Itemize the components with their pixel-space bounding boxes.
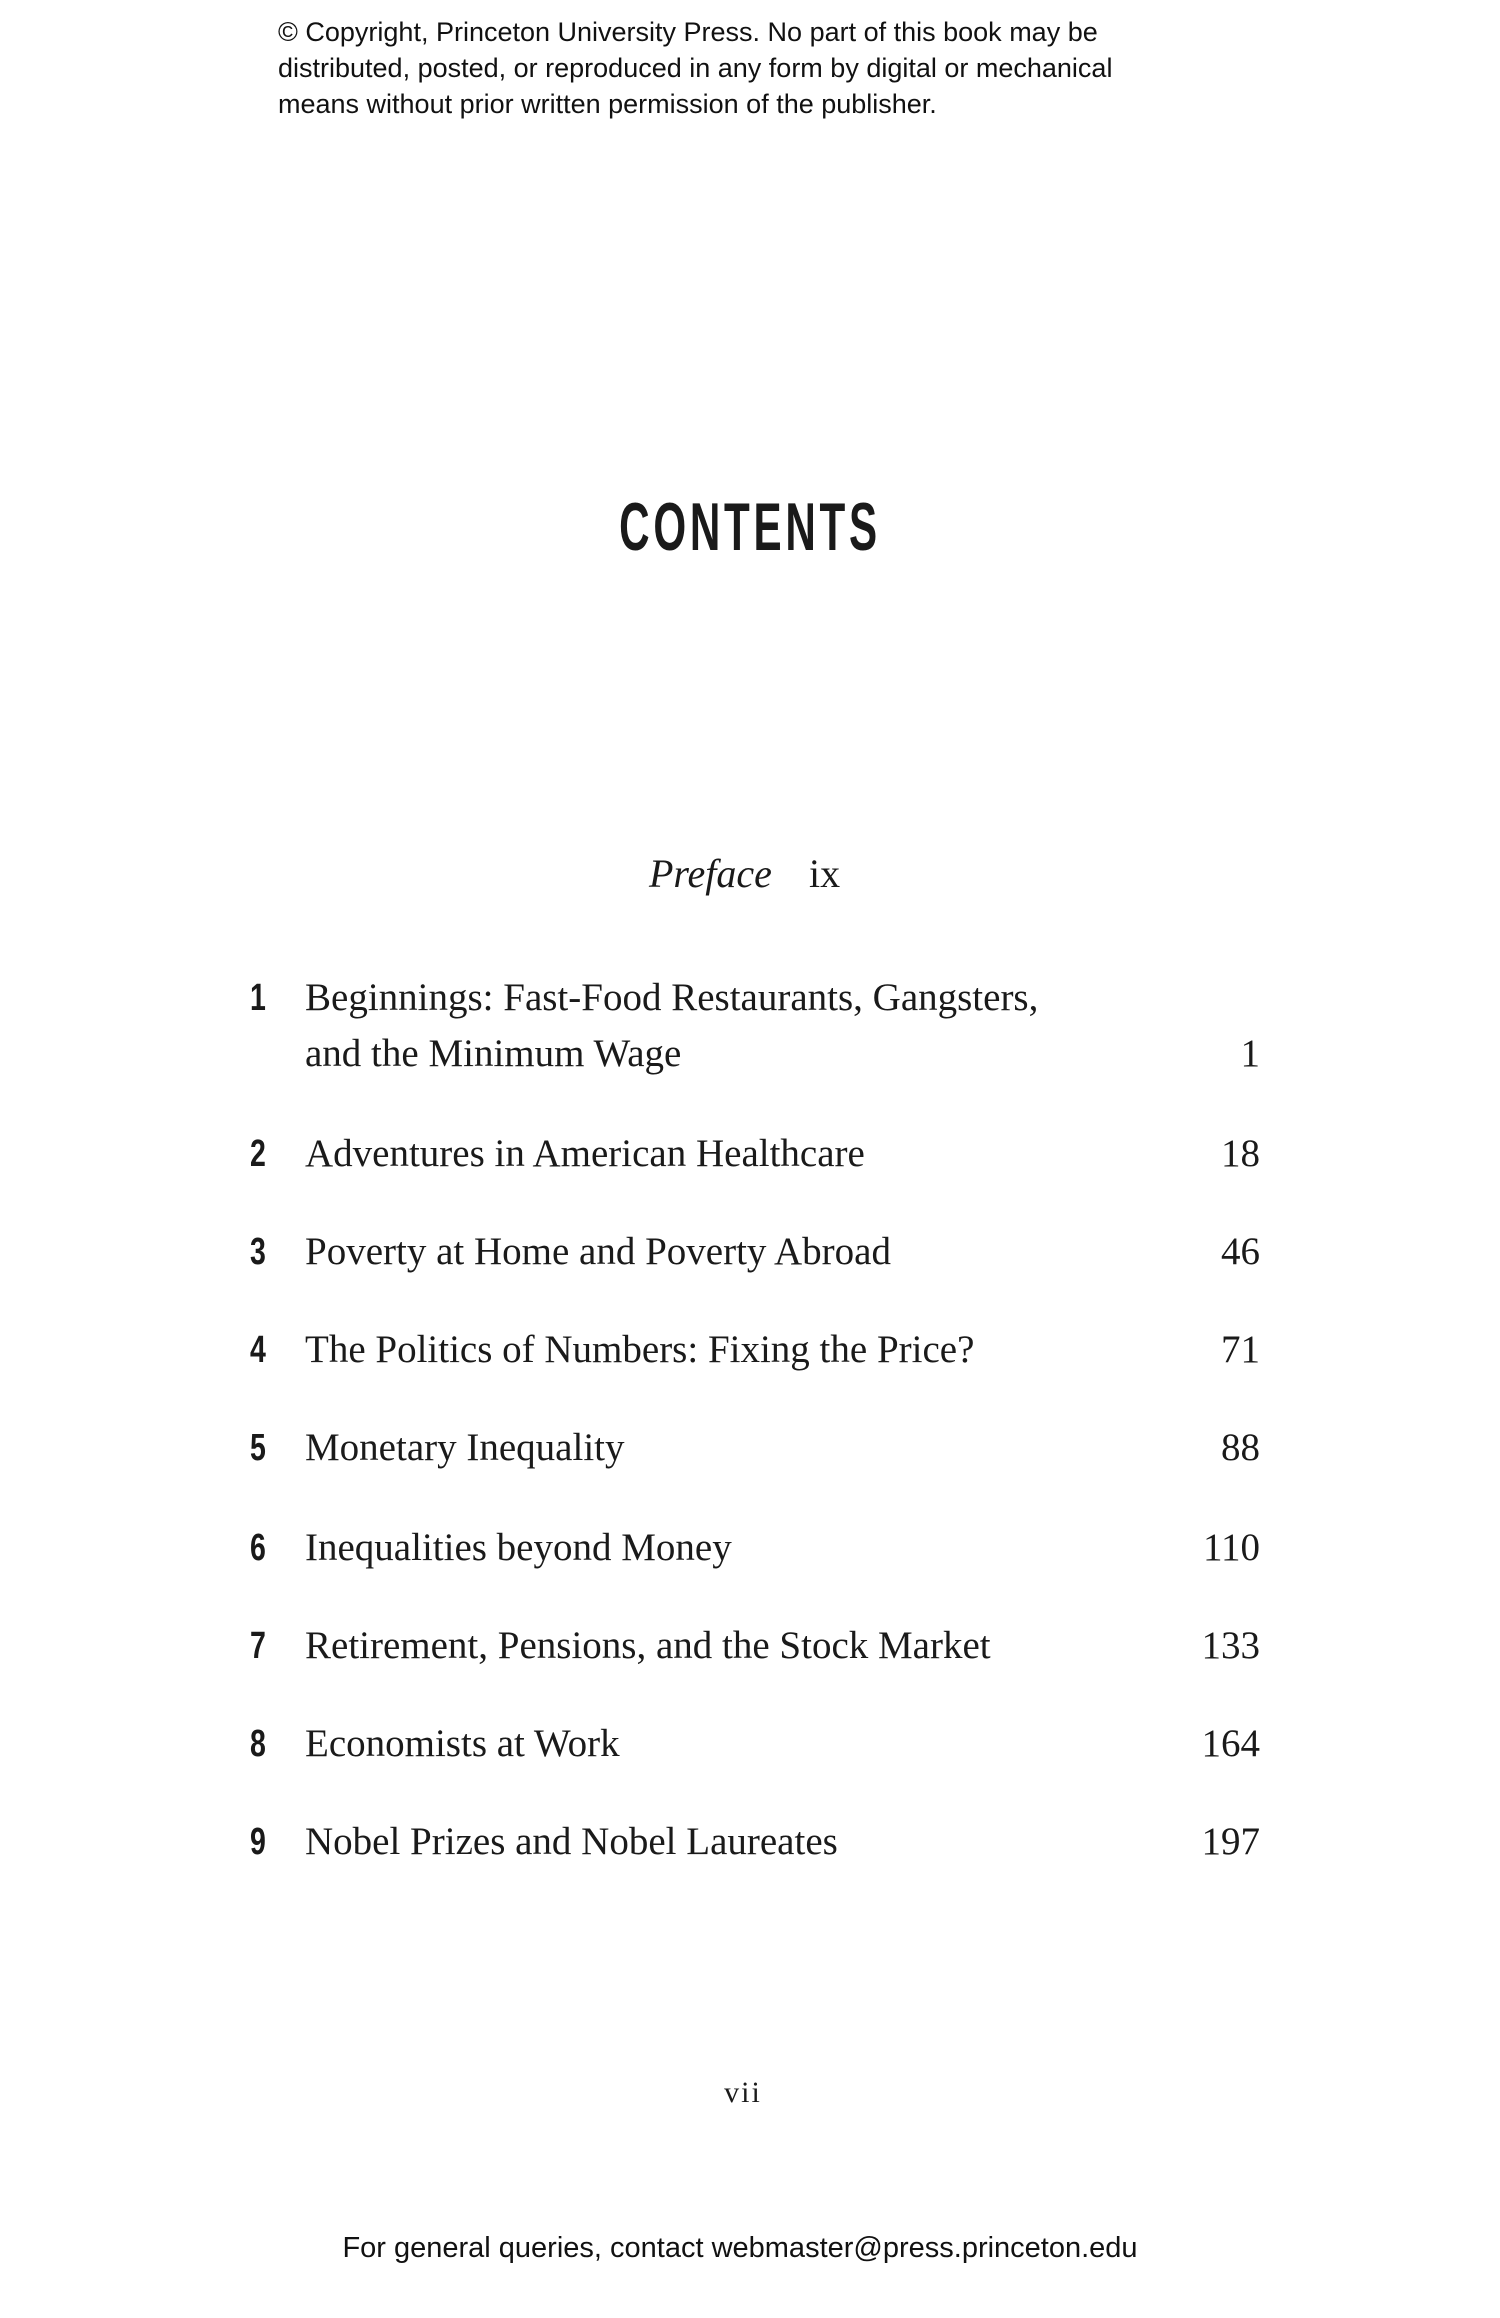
chapter-number: 8 [250, 1723, 266, 1765]
copyright-line: distributed, posted, or reproduced in any form by digital or mechanical [278, 53, 1113, 83]
preface-label: Preface [649, 851, 772, 896]
chapter-page: 46 [1221, 1230, 1260, 1273]
chapter-title: Inequalities beyond Money [305, 1526, 732, 1569]
chapter-number: 9 [250, 1821, 266, 1863]
chapter-number: 2 [250, 1133, 266, 1175]
preface-page: ix [809, 851, 841, 896]
chapter-number: 5 [250, 1427, 266, 1469]
chapter-title: Retirement, Pensions, and the Stock Market [305, 1624, 991, 1667]
chapter-title: Monetary Inequality [305, 1426, 625, 1469]
toc-preface [649, 850, 841, 897]
chapter-page: 110 [1202, 1526, 1260, 1569]
chapter-number: 6 [250, 1527, 266, 1569]
chapter-page: 133 [1201, 1624, 1260, 1667]
chapter-page: 18 [1221, 1132, 1260, 1175]
toc-entry [0, 1322, 1500, 1378]
chapter-title: Adventures in American Healthcare [305, 1132, 865, 1175]
chapter-title: Economists at Work [305, 1722, 620, 1765]
chapter-number: 7 [250, 1625, 266, 1667]
chapter-page: 164 [1201, 1722, 1260, 1765]
chapter-title: Poverty at Home and Poverty Abroad [305, 1230, 891, 1273]
chapter-page: 1 [1240, 1032, 1260, 1075]
chapter-page: 197 [1201, 1820, 1260, 1863]
chapter-title: Nobel Prizes and Nobel Laureates [305, 1820, 838, 1863]
copyright-line: means without prior written permission of the publisher. [278, 89, 937, 119]
toc-entry [0, 1520, 1500, 1576]
chapter-number: 1 [250, 977, 266, 1019]
chapter-page: 88 [1221, 1426, 1260, 1469]
copyright-line: © Copyright, Princeton University Press. No part of this book may be [278, 17, 1098, 47]
chapter-number: 3 [250, 1231, 266, 1273]
toc-entry [0, 1420, 1500, 1476]
chapter-title: Beginnings: Fast-Food Restaurants, Gangsters, and the Minimum Wage [305, 976, 1039, 1075]
copyright-notice [278, 14, 1112, 122]
toc-entry [0, 1814, 1500, 1870]
chapter-number: 4 [250, 1329, 266, 1371]
page-title: CONTENTS [619, 489, 881, 565]
toc-entry [0, 1126, 1500, 1182]
page-number: vii [724, 2076, 762, 2109]
toc-entry [0, 970, 1500, 1082]
chapter-title: The Politics of Numbers: Fixing the Price? [305, 1328, 975, 1371]
toc-entry [0, 1716, 1500, 1772]
toc-entry [0, 1618, 1500, 1674]
footer-contact: For general queries, contact webmaster@press.princeton.edu [342, 2232, 1138, 2264]
toc-entry [0, 1224, 1500, 1280]
chapter-page: 71 [1221, 1328, 1260, 1371]
